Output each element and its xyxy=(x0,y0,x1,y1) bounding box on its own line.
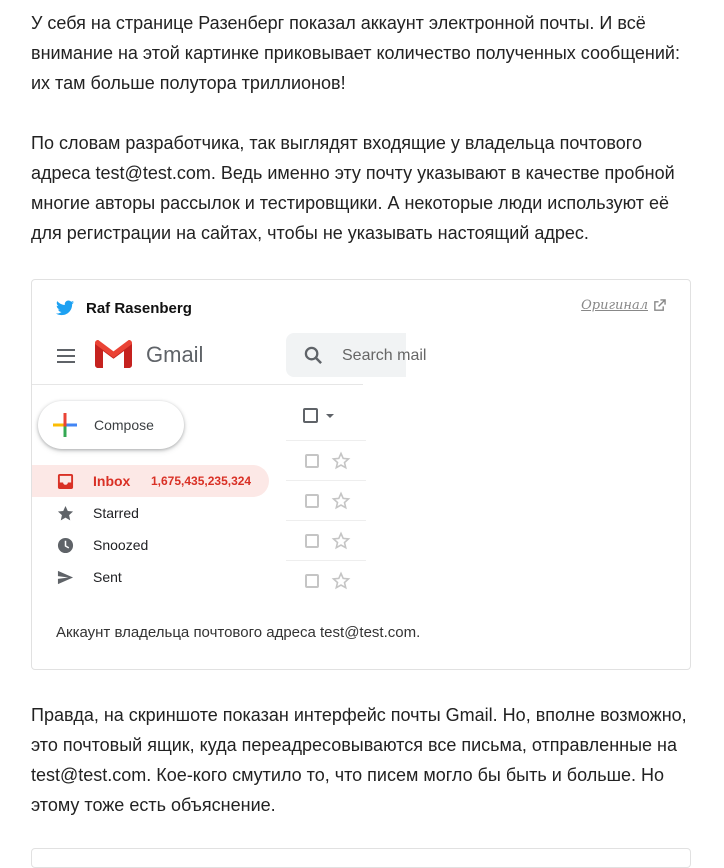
gmail-wordmark: Gmail xyxy=(146,342,204,367)
compose-button[interactable] xyxy=(38,401,184,449)
star-icon xyxy=(57,505,74,522)
star-outline-icon[interactable] xyxy=(332,452,350,470)
list-item[interactable] xyxy=(286,520,366,560)
gmail-logo-icon xyxy=(95,340,132,368)
original-link[interactable] xyxy=(581,298,666,313)
article-paragraph-1: У себя на странице Разенберг показал аккаунт электронной почты. И всё внимание на этой картинке приковывает количество полученных сообщений: их там больше полутора триллионов! xyxy=(31,13,680,93)
inbox-icon xyxy=(57,473,74,490)
list-item[interactable] xyxy=(286,440,366,480)
nav-starred-label: Starred xyxy=(93,505,139,521)
search-bar[interactable] xyxy=(286,333,427,377)
send-icon xyxy=(57,569,74,586)
twitter-bird-icon xyxy=(56,300,74,316)
nav-item-sent[interactable] xyxy=(32,561,269,593)
nav-item-snoozed[interactable] xyxy=(32,529,269,561)
search-icon[interactable] xyxy=(304,346,323,365)
nav-inbox-label: Inbox xyxy=(93,473,131,489)
compose-label: Compose xyxy=(94,417,154,433)
nav-sent-label: Sent xyxy=(93,569,122,585)
row-checkbox[interactable] xyxy=(305,534,319,548)
clock-icon xyxy=(57,537,74,554)
nav-item-inbox[interactable] xyxy=(32,465,269,497)
star-outline-icon[interactable] xyxy=(332,492,350,510)
star-outline-icon[interactable] xyxy=(332,572,350,590)
next-embed-card xyxy=(31,848,691,868)
select-all-checkbox[interactable] xyxy=(303,408,318,423)
list-item[interactable] xyxy=(286,560,366,600)
original-link-label[interactable]: Оригинал xyxy=(581,298,648,313)
chevron-down-icon[interactable] xyxy=(326,414,334,418)
gmail-screenshot xyxy=(32,328,427,608)
nav-item-starred[interactable] xyxy=(32,497,269,529)
tweet-author[interactable]: Raf Rasenberg xyxy=(86,299,192,317)
message-list xyxy=(286,384,366,608)
external-link-icon xyxy=(653,299,666,312)
row-checkbox[interactable] xyxy=(305,454,319,468)
tweet-caption: Аккаунт владельца почтового адреса test@test.com. xyxy=(56,624,421,641)
row-checkbox[interactable] xyxy=(305,494,319,508)
menu-icon[interactable] xyxy=(57,349,75,363)
tweet-embed-card xyxy=(31,279,691,670)
article-paragraph-3: Правда, на скриншоте показан интерфейс почты Gmail. Но, вполне возможно, это почтовый ящик, куда переадресовываются все письма, отправленные на test@test.com. Кое-кого смутило то, что писем могло бы быть и больше. Но этому тоже есть объяснение. xyxy=(31,705,687,815)
plus-icon xyxy=(53,413,77,437)
article-paragraph-2: По словам разработчика, так выглядят входящие у владельца почтового адреса test@test.com. Ведь именно эту почту указывают в качестве пробной многие авторы рассылок и тестировщики. А некоторые люди используют её для регистрации на сайтах, чтобы не указывать настоящий адрес. xyxy=(31,133,675,243)
list-item[interactable] xyxy=(286,480,366,520)
star-outline-icon[interactable] xyxy=(332,532,350,550)
row-checkbox[interactable] xyxy=(305,574,319,588)
search-input[interactable]: Search mail xyxy=(342,347,427,364)
nav-snoozed-label: Snoozed xyxy=(93,537,149,553)
tweet-header xyxy=(56,298,192,318)
inbox-unread-count: 1,675,435,235,324 xyxy=(151,474,252,488)
